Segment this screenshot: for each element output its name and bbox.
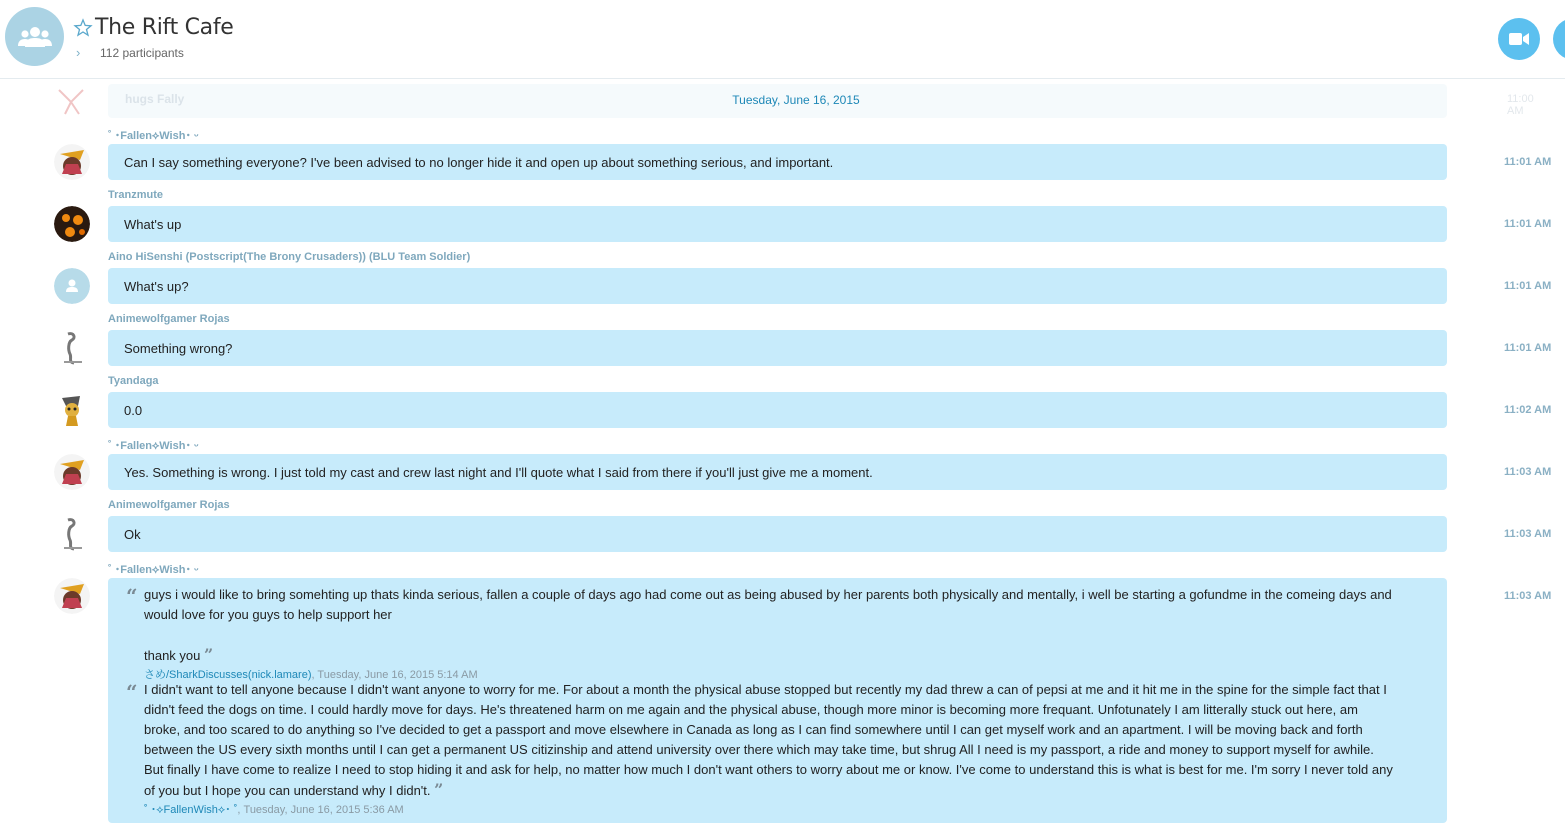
avatar-animewolfgamer[interactable] (54, 330, 90, 366)
faded-sender: hugs Fally (125, 92, 185, 106)
video-camera-icon (1509, 32, 1529, 46)
quote-thanks (144, 645, 1394, 666)
avatar-fallenwish[interactable] (54, 454, 90, 490)
message-bubble[interactable]: Yes. Something is wrong. I just told my cast and crew last night and I'll quote what I said from there if you'll just give me a moment. (108, 454, 1447, 490)
open-quote-icon: “ (126, 584, 138, 608)
quote-text (144, 680, 1394, 801)
message-bubble[interactable]: What's up (108, 206, 1447, 242)
avatar-fallenwish[interactable] (54, 144, 90, 180)
participants-count[interactable]: 112 participants (100, 46, 184, 60)
avatar-tranzmute[interactable] (54, 206, 90, 242)
quote-body: I didn't want to tell anyone because I didn't want anyone to worry for me. For about a month the physical abuse stopped but recently my dad threw a can of pepsi at me and it hit me in the spine for the simple fact that I didn't feed the dogs on time. I could hardly move for days. He's threatened harm on me again and the physical abuse, though more minor is becoming more frequant. Unfotunately I am litterally stuck out here, am broke, and too scared to do anything so I've decided to get a passport and move elsewhere in Canada as long as I can find somewhere until I can get myself work and an apartment. I will be moving back and forth between the US every sixth months until I can get a permanent US citizinship and attend university over there which may take time, but shrug All I need is my passport, a ride and money to support myself for awhile. But finally I have come to realize I need to stop hiding it and ask for help, no matter how much I don't want others to worry about me or know. I've come to understand this is what is best for me. I'm sorry I never told any of you but I hope you can understand why I didn't. (144, 682, 1393, 798)
message-bubble[interactable]: Can I say something everyone? I've been advised to no longer hide it and open up about something serious, and important. (108, 144, 1447, 180)
message-time: 11:03 AM (1504, 466, 1552, 478)
message-time: 11:01 AM (1504, 156, 1552, 168)
open-quote-icon: “ (126, 680, 138, 704)
message-time: 11:02 AM (1504, 404, 1552, 416)
call-button[interactable] (1553, 18, 1565, 60)
avatar-tyandaga[interactable] (54, 392, 90, 428)
message-time: 11:01 AM (1504, 280, 1552, 292)
quote-author[interactable]: ˚ ･⟡FallenWish⟡･ ˚ (144, 804, 238, 816)
group-avatar[interactable] (5, 7, 64, 66)
favorite-star-icon[interactable] (73, 18, 93, 38)
close-quote-icon: ” (204, 645, 214, 664)
message-bubble[interactable]: Something wrong? (108, 330, 1447, 366)
message-bubble[interactable]: 0.0 (108, 392, 1447, 428)
sender-name[interactable]: Animewolfgamer Rojas (108, 499, 230, 511)
sender-name[interactable]: Tyandaga (108, 375, 159, 387)
sender-name[interactable]: ˚ ･Fallen⟡Wish･ ᵕ (108, 564, 199, 576)
default-user-icon (54, 268, 90, 304)
avatar-fallenwish[interactable] (54, 578, 90, 614)
message-time: 11:01 AM (1504, 342, 1552, 354)
conversation-header (0, 0, 1565, 79)
message-bubble[interactable]: What's up? (108, 268, 1447, 304)
video-call-button[interactable] (1498, 18, 1540, 60)
sender-name[interactable]: Tranzmute (108, 189, 164, 201)
message-time: 11:03 AM (1504, 590, 1552, 602)
quote-timestamp: , Tuesday, June 16, 2015 5:14 AM (311, 669, 478, 681)
avatar-default[interactable] (54, 268, 90, 304)
message-bubble[interactable]: Ok (108, 516, 1447, 552)
sender-name[interactable]: ˚ ･Fallen⟡Wish･ ᵕ (108, 130, 199, 142)
message-bubble[interactable] (108, 578, 1447, 823)
quote-timestamp: , Tuesday, June 16, 2015 5:36 AM (237, 804, 404, 816)
message-time: 11:03 AM (1504, 528, 1552, 540)
close-quote-icon: ” (434, 780, 444, 799)
faded-avatar (55, 86, 91, 116)
faded-time: 11:00 AM (1507, 93, 1534, 117)
conversation-title[interactable]: The Rift Cafe (95, 15, 234, 40)
message-time: 11:01 AM (1504, 218, 1552, 230)
quote-text: guys i would like to bring somehting up thats kinda serious, fallen a couple of days ago had come out as being abused by her parents both physically and mentally, i well be starting a gofundme in the comeing days and would love for you guys to help support her (144, 587, 1392, 622)
chevron-right-icon[interactable]: › (76, 45, 81, 60)
date-separator: Tuesday, June 16, 2015 (732, 93, 860, 107)
quote-meta (144, 801, 404, 817)
sender-name[interactable]: Aino HiSenshi (Postscript(The Brony Crusaders)) (BLU Team Soldier) (108, 251, 471, 263)
avatar-animewolfgamer[interactable] (54, 516, 90, 552)
quote-thanks-text: thank you (144, 648, 201, 663)
group-icon (18, 25, 52, 49)
quote-author[interactable]: さめ/SharkDiscusses(nick.lamare) (144, 669, 312, 681)
sender-name[interactable]: Animewolfgamer Rojas (108, 313, 230, 325)
sender-name[interactable]: ˚ ･Fallen⟡Wish･ ᵕ (108, 440, 199, 452)
